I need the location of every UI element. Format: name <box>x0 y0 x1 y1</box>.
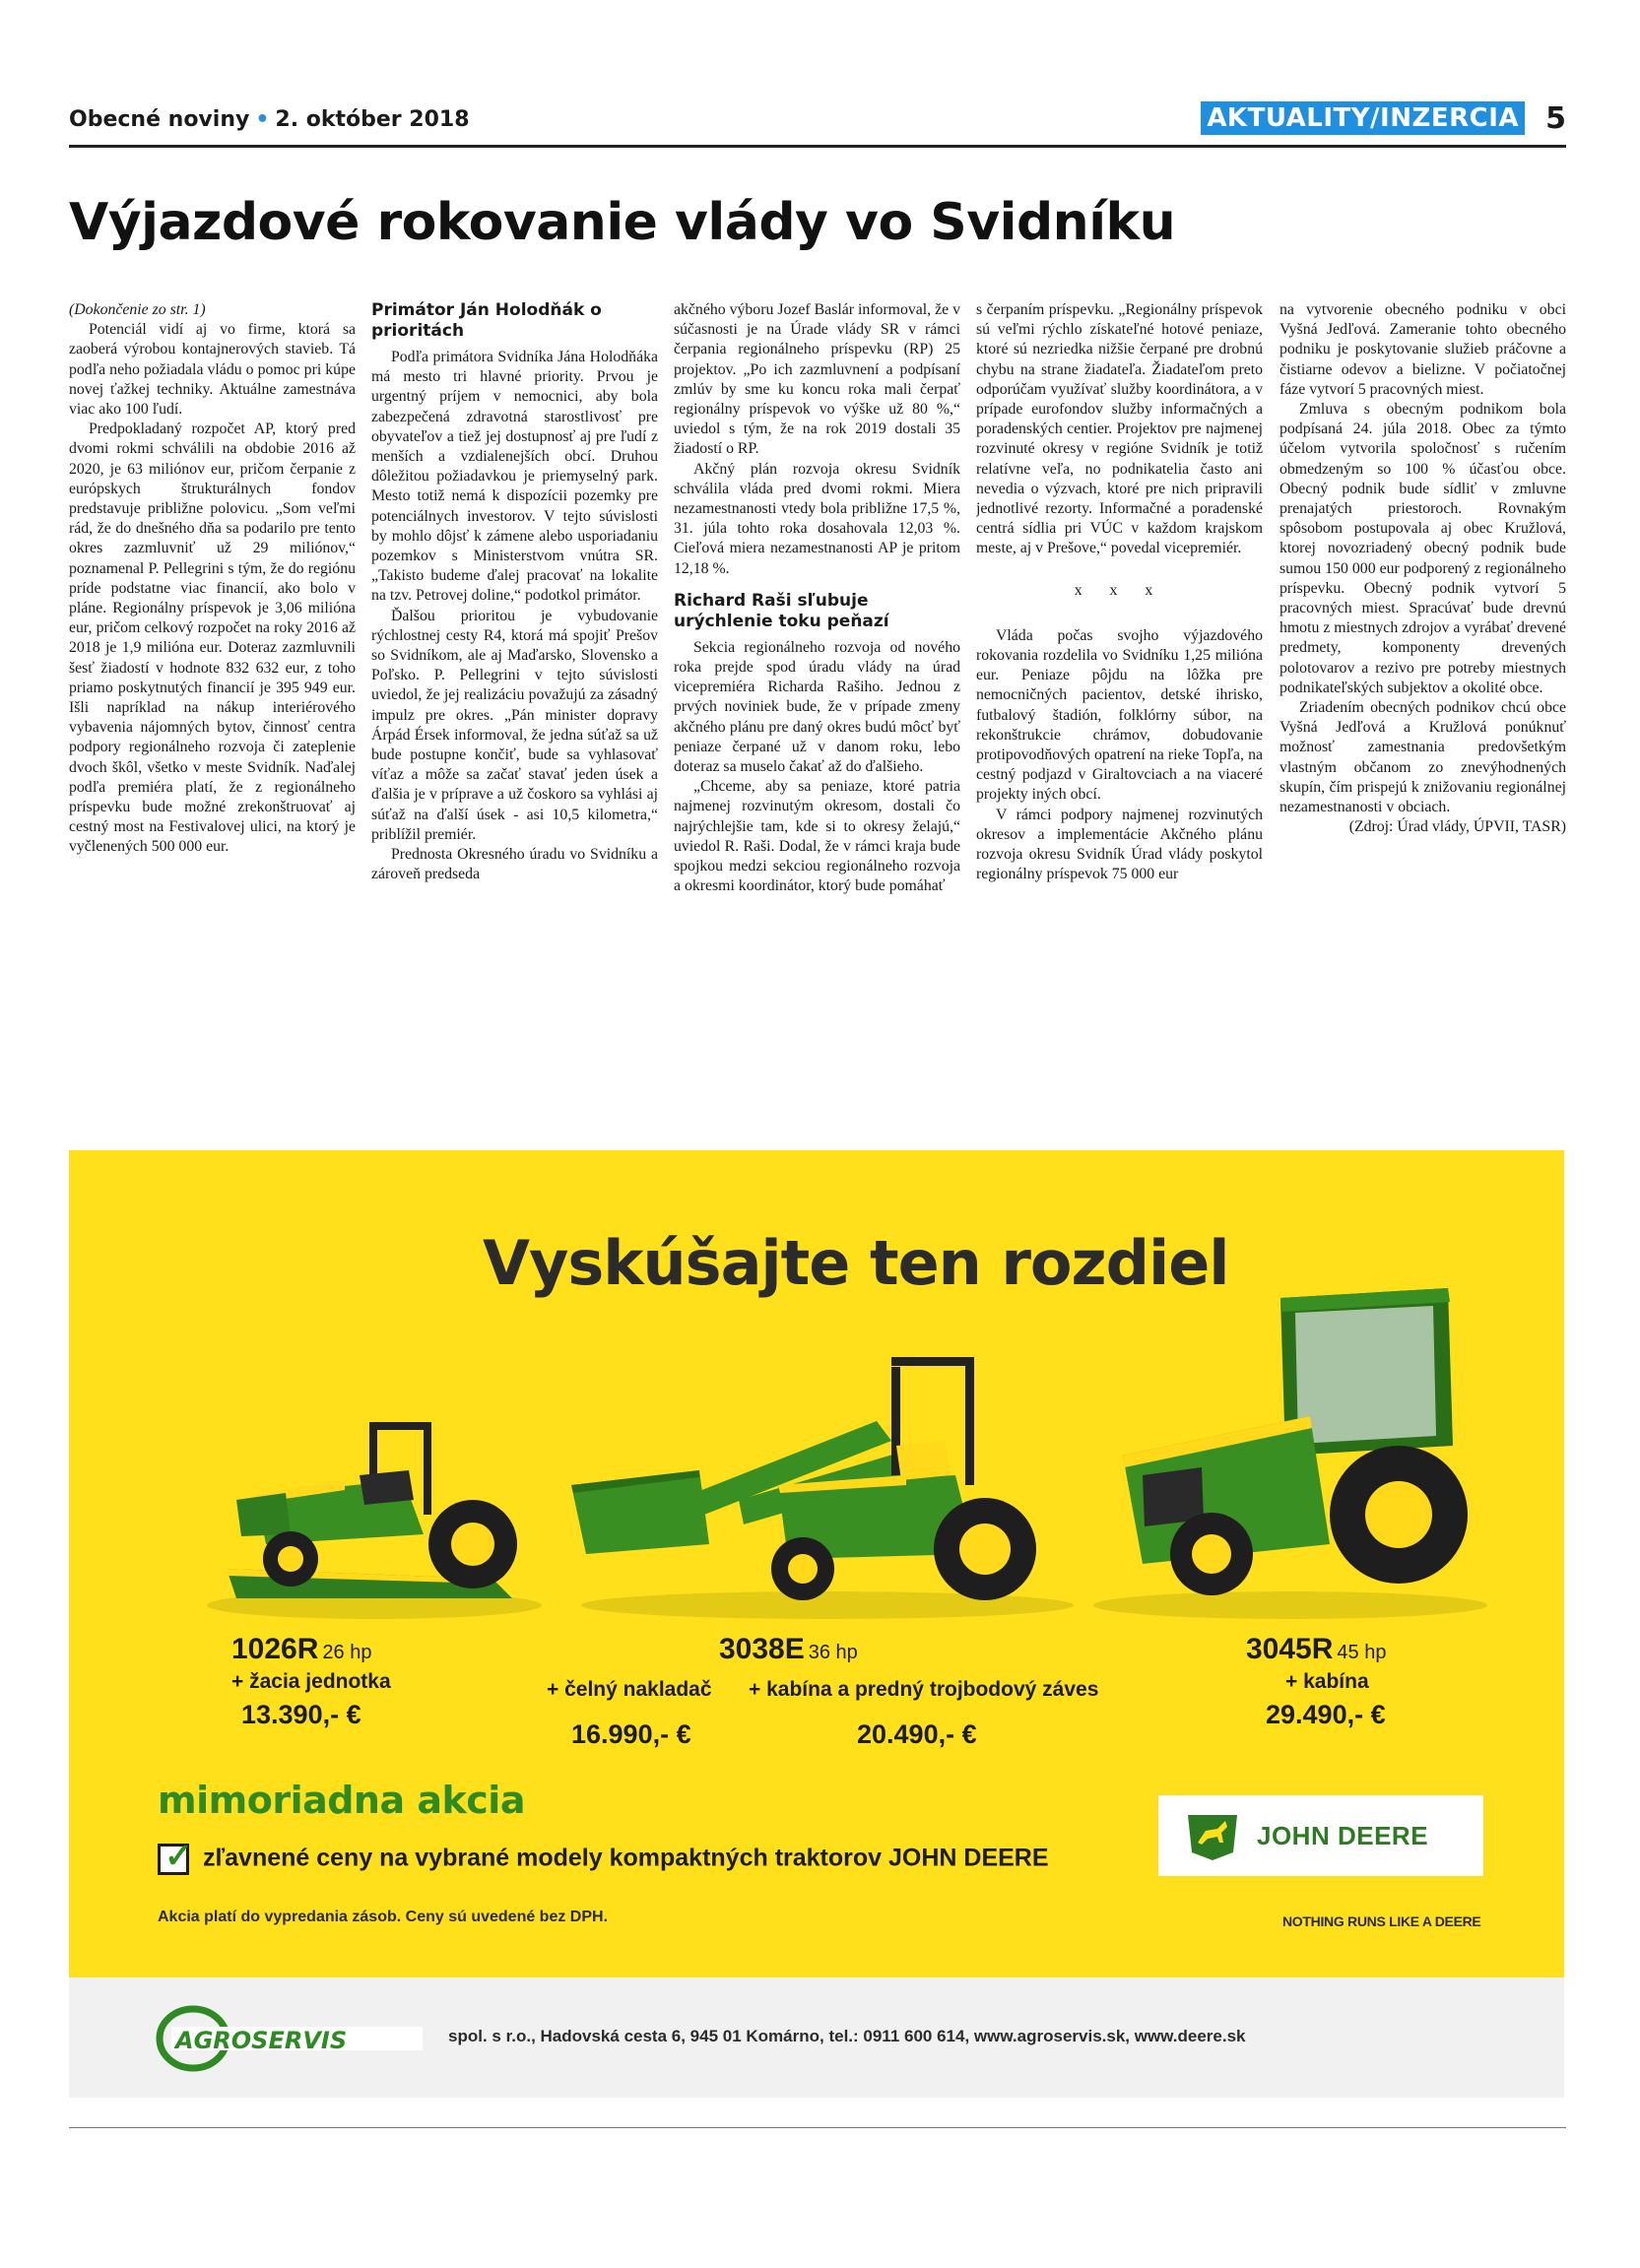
article-body <box>69 300 1566 1108</box>
paragraph: Ďalšou prioritou je vybudovanie rýchlostnej cesty R4, ktorá má spojiť Prešov so Svidníkom, ale aj Maďarsko, Slovensko a Poľsko. P. Pellegrini v tejto súvislosti uviedol, že jej realizáciu považujú za zásadný impulz pre okres. „Pán minister dopravy Árpád Érsek informoval, že jedna súťaž sa už bude postupne končiť, bude sa vyhlasovať víťaz a môže sa začať stavať jeden úsek a ďalšia je v príprave a už čoskoro sa vyhlási aj súťaž na ďalší úsek - asi 10,5 kilometra,“ priblížil premiér. <box>371 607 658 843</box>
model-3038e-feature-loader: + čelný nakladač <box>547 1678 712 1701</box>
ad-title: Vyskúšajte ten rozdiel <box>483 1227 1229 1299</box>
subheading: Primátor Ján Holodňák o prioritách <box>371 300 602 341</box>
tractor-1026r-image <box>197 1387 552 1623</box>
source-credit: (Zdroj: Úrad vlády, ÚPVII, TASR) <box>1348 818 1566 836</box>
promo-text: zľavnené ceny na vybrané modely kompaktných traktorov JOHN DEERE <box>203 1844 1049 1872</box>
agroservis-logo <box>154 2003 429 2072</box>
checkbox-icon: ✓ <box>158 1844 189 1875</box>
dealer-footer <box>69 1977 1564 2098</box>
article-headline: Výjazdové rokovanie vlády vo Svidníku <box>69 193 1176 252</box>
paragraph: Sekcia regionálneho rozvoja od nového roka prejde spod úradu vlády na úrad vicepremiéra Richarda Rašiho. Jednou z prvých noviniek bude, že v prípade zmeny akčného plánu pre daný okres budú môcť byť peniaze čerpané už v danom roku, lebo doteraz sa muselo čakať až do ďalšieho. <box>674 638 960 776</box>
article-column-4 <box>976 300 1263 1108</box>
model-name: 1026R <box>231 1633 319 1665</box>
paragraph: s čerpaním príspevku. „Regionálny príspevok sú veľmi rýchlo získateľné hotové peniaze, ktoré sú nezriedka nižšie čerpané pre drobnú chybu na strane žiadateľa. Žiadateľom preto odporúčam využívať služby koordinátora, a v prípade eurofondov služby informačných a poradenských centier. Projektov pre najmenej rozvinuté okresy v regióne Svidník je totiž relatívne veľa, no podnikatelia často ani nevedia o výzvach, ktoré pre nich pripravili jednotlivé rezorty. Informačné a poradenské centrá sídlia pri VÚC v každom krajskom meste, aj v Prešove,“ povedal vicepremiér. <box>976 301 1263 557</box>
paragraph: Potenciál vidí aj vo firme, ktorá sa zaoberá výrobou kontajnerových stavieb. Tá podľa neho požiadala vládu o pomoc pri kúpe novej ťažkej techniky. Aktuálne zamestnáva viac ako 100 ľudí. <box>69 321 356 419</box>
article-column-5 <box>1279 300 1566 1108</box>
paragraph: Prednosta Okresného úradu vo Svidníku a zároveň predseda <box>371 846 658 883</box>
promo-line <box>158 1838 1049 1875</box>
model-hp: 45 hp <box>1337 1642 1387 1663</box>
deer-emblem-icon <box>1184 1809 1241 1862</box>
model-3038e-price-loader: 16.990,- € <box>571 1719 691 1749</box>
paper-date-line <box>69 107 470 132</box>
page-number: 5 <box>1545 101 1566 136</box>
section-separator: x x x <box>1074 581 1165 599</box>
john-deere-logo <box>1158 1795 1483 1876</box>
article-column-1 <box>69 300 356 1108</box>
masthead <box>69 101 1566 148</box>
continued-note: (Dokončenie zo str. 1) <box>69 301 206 318</box>
section-label: AKTUALITY/INZERCIA <box>1201 101 1525 135</box>
issue-date: 2. október 2018 <box>275 107 470 132</box>
paragraph: Zmluva s obecným podnikom bola podpísaná 24. júla 2018. Obec za týmto účelom vytvorila spoločnosť s ručením obmedzeným so 100 % účasťou obce. Obecný podnik bude sídliť v zmluvne prenajatých priestoroch. Rovnakým spôsobom postupovala aj obec Kružlová, ktorej novozriadený obecný podnik bude sumou 150 000 eur podporený z regionálneho príspevku. Obecný podnik vytvorí 5 pracovných miest. Spracúvať bude drevnú hmotu z miestnych zdrojov a vyrábať drevené predmety, komponenty drevených polotovarov a rezivo pre potreby miestnych podnikateľských subjektov a okolité obce. <box>1279 401 1566 696</box>
separator-dot: • <box>255 107 270 132</box>
tractor-3038e-image <box>552 1328 1083 1623</box>
paragraph: na vytvorenie obecného podniku v obci Vyšná Jedľová. Zameranie tohto obecného podniku je poskytovanie služieb práčovne a čistiarne odevov a bielizne. V počiatočnej fáze vytvorí 5 pracovných miest. <box>1279 301 1566 398</box>
tractor-3045r-image <box>1083 1268 1497 1623</box>
paragraph: Akčný plán rozvoja okresu Svidník schválila vláda pred dvomi rokmi. Miera nezamestnanosti vtedy bola približne 17,5 %, 31. júla tohto roka dosahovala 12,03 %. Cieľová miera nezamestnanosti AP je pritom 12,18 %. <box>674 460 960 577</box>
model-feature: + žacia jednotka <box>231 1670 391 1693</box>
model-name: 3045R <box>1246 1633 1334 1665</box>
model-price: 13.390,- € <box>241 1700 361 1729</box>
paragraph: Vláda počas svojho výjazdového rokovania rozdelila vo Svidníku 1,25 milióna eur. Peniaze pôjdu na lôžka pre nemocničných pacientov, detské ihrisko, futbalový štadión, folklórny súbor, na rekonštrukcie chrámov, dobudovanie protipovodňových opatrení na rieke Topľa, na cestný podjazd v Giraltovciach a na viaceré projekty iných obcí. <box>976 626 1263 804</box>
model-3038e-caption <box>719 1633 858 1666</box>
model-hp: 36 hp <box>808 1642 858 1663</box>
brand-tagline: NOTHING RUNS LIKE A DEERE <box>1282 1913 1481 1929</box>
model-3045r-caption <box>1246 1633 1386 1730</box>
paragraph: akčného výboru Jozef Baslár informoval, že v súčasnosti je na Úrade vlády SR v rámci čerpania regionálneho príspevku (RP) 25 projektov. „Po ich zazmluvnení a podpísaní zmlúv by sme ku koncu roka mali čerpať regionálny príspevok vo výške už 80 %,“ uviedol s tým, že na rok 2019 dostali 35 žiadostí o RP. <box>674 301 960 458</box>
model-1026r-caption <box>231 1633 391 1730</box>
article-column-3 <box>674 300 960 1108</box>
model-3038e-feature-cab: + kabína a predný trojbodový záves <box>749 1678 1099 1701</box>
john-deere-advertisement <box>69 1150 1564 2098</box>
model-hp: 26 hp <box>322 1642 372 1663</box>
article-column-2 <box>371 300 658 1108</box>
paragraph: Zriadením obecných podnikov chcú obce Vyšná Jedľová a Kružlová ponúknuť možnosť zamestnania predovšetkým vlastným občanom zo znevýhodnených skupín, čím prispejú k znižovaniu regionálnej nezamestnanosti v obciach. <box>1279 699 1566 816</box>
model-3038e-price-cab: 20.490,- € <box>857 1719 977 1749</box>
model-name: 3038E <box>719 1633 805 1665</box>
paper-name: Obecné noviny <box>69 107 250 132</box>
paragraph: V rámci podpory najmenej rozvinutých okresov a implementácie Akčného plánu rozvoja okresu Svidník Úrad vlády poskytol regionálny príspevok 75 000 eur <box>976 806 1263 883</box>
subheading: Richard Raši sľubuje urýchlenie toku peňazí <box>674 590 889 631</box>
ad-disclaimer: Akcia platí do vypredania zásob. Ceny sú uvedené bez DPH. <box>158 1909 609 1925</box>
promo-title: mimoriadna akcia <box>158 1779 525 1822</box>
paragraph: „Chceme, aby sa peniaze, ktoré patria najmenej rozvinutým okresom, dostali čo najrýchlejšie tam, kde si to okresy želajú,“ uviedol R. Raši. Dodal, že v rámci kraja bude spojkou medzi sekciou regionálneho rozvoja a okresmi koordinátor, ktorý bude pomáhať <box>674 778 960 895</box>
dealer-address: spol. s r.o., Hadovská cesta 6, 945 01 Komárno, tel.: 0911 600 614, www.agroservis.sk, www.deere.sk <box>448 2027 1246 2045</box>
brand-name: JOHN DEERE <box>1257 1821 1429 1850</box>
bottom-divider <box>69 2127 1566 2128</box>
svg-text:AGROSERVIS: AGROSERVIS <box>175 2027 348 2054</box>
model-price: 29.490,- € <box>1266 1700 1386 1729</box>
paragraph: Predpokladaný rozpočet AP, ktorý pred dvomi rokmi schválili na obdobie 2016 až 2020, je 63 miliónov eur, pričom čerpanie z európskych štrukturálnych fondov predstavuje približne polovicu. „Som veľmi rád, že do dnešného dňa sa podarilo pre tento okres zazmluvniť už 29 miliónov,“ poznamenal P. Pellegrini s tým, že do regiónu príde podstatne viac financií, ako bolo v pláne. Regionálny príspevok je 3,06 milióna eur, pričom celkový rozpočet na roky 2016 až 2018 je 1,9 milióna eur. Doteraz zazmluvnili šesť žiadostí v hodnote 832 632 eur, z toho priamo poskytnutých financií je 395 949 eur. Išli napríklad na nákup interiérového vybavenia nájomných bytov, činnosť centra podpory regionálneho rozvoja či zateplenie dvoch škôl, všetko v meste Svidník. Naďalej podľa premiéra platí, že z regionálneho príspevku bude možné zrekonštruovať aj cestný most na Festivalovej ulici, na ktorý je vyčlenených 500 000 eur. <box>69 421 356 856</box>
paragraph: Podľa primátora Svidníka Jána Holodňáka má mesto tri hlavné priority. Prvou je urgentný príjem v nemocnici, aby bola zabezpečená zdravotná starostlivosť pre obyvateľov a tiež jej dostupnosť aj pre ľudí z menších a vzdialenejších obcí. Druhou dôležitou požiadavkou je priemyselný park. Mesto totiž nemá k dispozícii pozemky pre potenciálnych investorov. V tejto súvislosti by mohlo dôjsť k zámene alebo usporiadaniu pozemkov s Ministerstvom vnútra SR. „Takisto budeme ďalej pracovať na lokalite na tzv. Petrovej doline,“ podotkol primátor. <box>371 349 658 605</box>
model-feature: + kabína <box>1285 1670 1369 1693</box>
